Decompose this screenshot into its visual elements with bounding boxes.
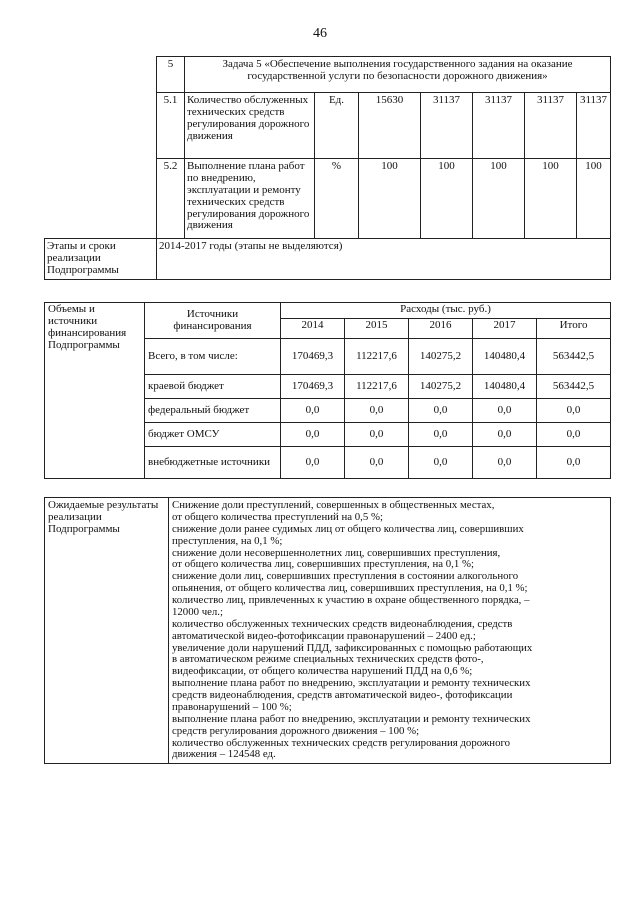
row-number: 5.1 [157, 93, 185, 159]
result-line: правонарушений – 100 %; [172, 700, 292, 713]
task-title: Задача 5 «Обеспечение выполнения государственного задания на оказание государственной услуги по безопасности дорожного движения» [185, 57, 611, 93]
indicator-value: 31137 [525, 93, 577, 159]
amount: 0,0 [537, 399, 611, 423]
source-name: Всего, в том числе: [145, 339, 281, 375]
result-line: от общего количества лиц, совершивших преступления, на 0,1 %; [172, 558, 474, 571]
amount: 112217,6 [345, 339, 409, 375]
source-name: краевой бюджет [145, 375, 281, 399]
indicator-value: 31137 [473, 93, 525, 159]
result-line: автоматической видео-фотофиксации правонарушений – 2400 ед.; [172, 629, 476, 642]
indicator-value: 100 [359, 159, 421, 239]
expected-results-table [44, 497, 611, 764]
amount: 0,0 [281, 447, 345, 479]
amount: 170469,3 [281, 375, 345, 399]
stages-label: Этапы и сроки реализации Подпрограммы [45, 239, 157, 280]
result-line: количество лиц, привлеченных к участию в охране общественного порядка, – [172, 594, 530, 606]
indicator-unit: Ед. [315, 93, 359, 159]
result-line: опьянения, от общего количества лиц, совершивших преступления, на 0,1 %; [172, 582, 528, 595]
result-line: снижение доли лиц, совершивших преступления в состоянии алкогольного [172, 570, 519, 583]
amount: 0,0 [345, 423, 409, 447]
source-name: бюджет ОМСУ [145, 423, 281, 447]
sources-header: Источники финансирования [145, 303, 281, 339]
amount: 0,0 [409, 423, 473, 447]
total-header: Итого [537, 319, 611, 339]
indicator-value: 100 [421, 159, 473, 239]
indicator-name: Выполнение плана работ по внедрению, эксплуатации и ремонту технических средств регулирования дорожного движения [185, 159, 315, 239]
result-line: количество обслуженных технических средств видеонаблюдения, средств [172, 617, 513, 630]
table-row [45, 93, 611, 159]
result-line: увеличение доли нарушений ПДД, зафиксированных с помощью работающих [172, 641, 533, 654]
task-number: 5 [157, 57, 185, 93]
indicator-value: 100 [577, 159, 611, 239]
result-line: 12000 чел.; [172, 605, 224, 618]
amount: 140480,4 [473, 375, 537, 399]
amount: 140480,4 [473, 339, 537, 375]
amount: 563442,5 [537, 375, 611, 399]
financing-label: Объемы и источники финансирования Подпрограммы [45, 303, 145, 479]
source-name: внебюджетные источники [145, 447, 281, 479]
results-list [169, 498, 611, 764]
amount: 0,0 [537, 423, 611, 447]
amount: 0,0 [345, 399, 409, 423]
amount: 0,0 [281, 423, 345, 447]
result-line: средств видеонаблюдения, средств автоматической видео-, фотофиксации [172, 689, 513, 701]
indicator-value: 100 [473, 159, 525, 239]
result-line: в автоматическом режиме специальных технических средств фото-, [172, 653, 484, 666]
year-header: 2016 [409, 319, 473, 339]
result-line: движения – 124548 ед. [172, 748, 276, 761]
financing-table [44, 302, 611, 479]
amount: 140275,2 [409, 375, 473, 399]
amount: 170469,3 [281, 339, 345, 375]
result-line: выполнение плана работ по внедрению, эксплуатации и ремонту технических [172, 677, 531, 690]
results-label: Ожидаемые результаты реализации Подпрограммы [45, 498, 169, 764]
result-line: Снижение доли преступлений, совершенных в общественных местах, [172, 499, 495, 511]
source-name: федеральный бюджет [145, 399, 281, 423]
amount: 0,0 [345, 447, 409, 479]
amount: 0,0 [473, 423, 537, 447]
row-number: 5.2 [157, 159, 185, 239]
indicator-value: 15630 [359, 93, 421, 159]
result-line: количество обслуженных технических средств регулирования дорожного [172, 736, 511, 749]
year-header: 2015 [345, 319, 409, 339]
stages-value: 2014-2017 годы (этапы не выделяются) [157, 239, 611, 280]
result-line: снижение доли несовершеннолетних лиц, совершивших преступления, [172, 546, 501, 559]
blank-cell [45, 159, 157, 239]
year-header: 2017 [473, 319, 537, 339]
amount: 0,0 [537, 447, 611, 479]
amount: 0,0 [409, 447, 473, 479]
amount: 563442,5 [537, 339, 611, 375]
task-indicators-table [44, 56, 611, 280]
result-line: снижение доли ранее судимых лиц от общего количества лиц, совершивших [172, 522, 524, 535]
blank-cell [45, 93, 157, 159]
result-line: преступления, на 0,1 %; [172, 534, 283, 547]
blank-cell [45, 57, 157, 93]
year-header: 2014 [281, 319, 345, 339]
amount: 0,0 [281, 399, 345, 423]
amount: 0,0 [473, 447, 537, 479]
amount: 0,0 [473, 399, 537, 423]
indicator-value: 100 [525, 159, 577, 239]
result-line: выполнение плана работ по внедрению, эксплуатации и ремонту технических [172, 712, 531, 725]
result-line: видеофиксации, от общего количества нарушений ПДД на 0,6 %; [172, 665, 473, 678]
result-line: средств регулирования дорожного движения – 100 %; [172, 724, 420, 737]
amount: 112217,6 [345, 375, 409, 399]
amount: 0,0 [409, 399, 473, 423]
result-line: от общего количества преступлений на 0,5 %; [172, 510, 383, 523]
table-row [45, 159, 611, 239]
indicator-value: 31137 [421, 93, 473, 159]
indicator-name: Количество обслуженных технических средств регулирования дорожного движения [185, 93, 315, 159]
expenses-header: Расходы (тыс. руб.) [281, 303, 611, 319]
indicator-unit: % [315, 159, 359, 239]
page-number: 46 [313, 26, 327, 41]
amount: 140275,2 [409, 339, 473, 375]
indicator-value: 31137 [577, 93, 611, 159]
